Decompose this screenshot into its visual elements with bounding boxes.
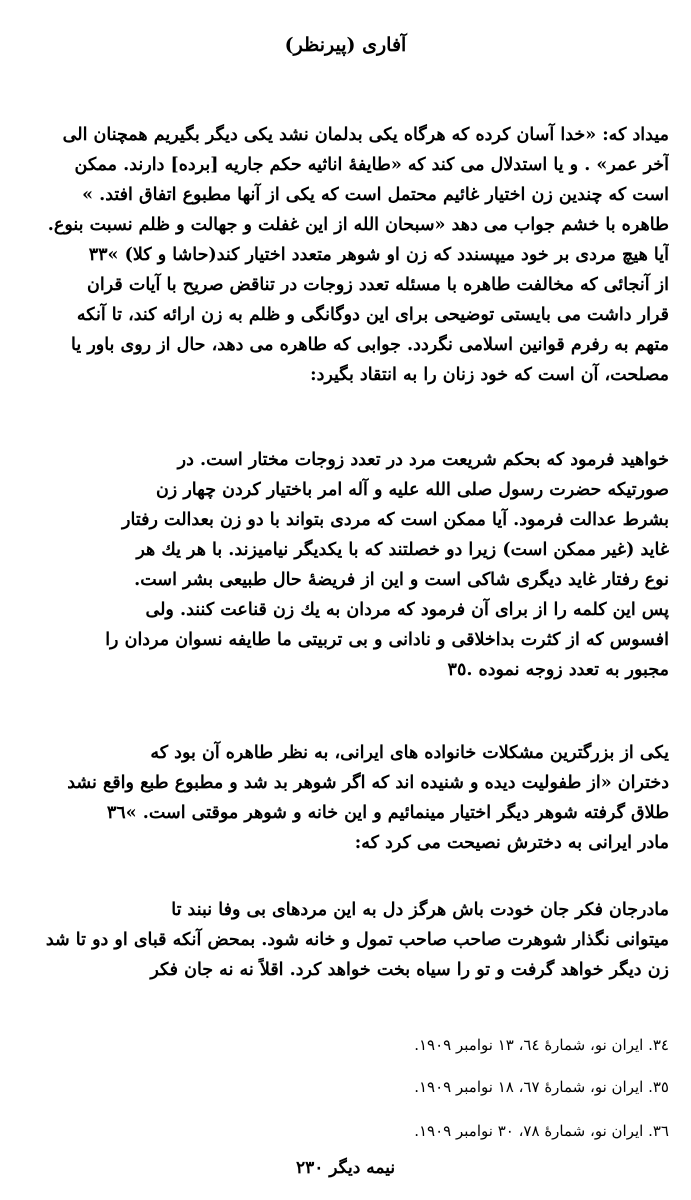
text-line: است که چندین زن اختیار غائیم محتمل است که یکی از آنها مطبوع اتفاق افتد. »: [82, 185, 669, 205]
text-line: مادر ایرانی به دخترش نصیحت می کرد که:: [354, 833, 669, 853]
text-line: نوع رفتار غاید دیگری شاکی است و این از فریضهٔ حال طبیعی بشر است.: [134, 570, 669, 590]
paragraph-1: [24, 120, 669, 390]
text-line: قرار داشت می بایستی توضیحی برای این دوگانگی و ظلم به زن ارائه کند، تا آنکه: [76, 305, 669, 325]
text-line: خواهید فرمود که بحکم شریعت مرد در تعدد زوجات مختار است. در: [177, 450, 669, 470]
text-line: زن دیگر خواهد گرفت و تو را سیاه بخت خواهد کرد. اقلاً نه نه جان فکر: [150, 960, 669, 980]
text-line: دختران «از طفولیت دیده و شنیده اند که اگر شوهر بد شد و مطبوع طبع واقع نشد: [67, 773, 669, 793]
text-line: مصلحت، آن است که خود زنان را به انتقاد بگیرد:: [310, 365, 669, 385]
text-line: افسوس که از کثرت بداخلاقی و نادانی و بی تربیتی ما طایفه نسوان مردان را: [105, 630, 669, 650]
paragraph-2: [24, 738, 669, 858]
text-line: متهم به رفرم قوانین اسلامی نگردد. جوابی که طاهره می دهد، حال از روی باور یا: [71, 335, 669, 355]
text-line: از آنجائی که مخالفت طاهره با مسئله تعدد زوجات در تناقض صریح با آیات قران: [87, 275, 669, 295]
text-line: میتوانی نگذار شوهرت صاحب صاحب تمول و خانه شود. بمحض آنکه قبای او دو تا شد: [45, 930, 669, 950]
quote-paragraph-2: [24, 895, 669, 985]
page-title: آفاری (پیرنظر): [284, 34, 407, 56]
quote-paragraph-1: [24, 445, 669, 685]
page-footer: نیمه دیگر ٢٣٠: [295, 1158, 396, 1178]
text-line: آخر عمر» . و یا استدلال می کند که «طایفهٔ اناثیه حکم جاریه [برده] دارند. ممکن: [74, 155, 669, 175]
text-line: بشرط عدالت فرمود. آیا ممکن است که مردی بتواند با دو زن بعدالت رفتار: [122, 510, 669, 530]
text-line: آیا هیچ مردی بر خود میپسندد که زن او شوهر متعدد اختیار کند(حاشا و کلا) »٣٣: [88, 245, 669, 265]
text-line: میداد که: «خدا آسان کرده که هرگاه یکی بدلمان نشد یکی دیگر بگیریم همچنان الی: [62, 125, 669, 145]
text-line: مادرجان فکر جان خودت باش هرگز دل به این مردهای بی وفا نبند تا: [171, 900, 669, 920]
text-line: یکی از بزرگترین مشکلات خانواده های ایرانی، به نظر طاهره آن بود که: [150, 743, 669, 763]
footnote-35: ٣٥. ایران نو، شمارهٔ ٦٧، ١٨ نوامبر ١٩٠٩.: [414, 1078, 669, 1096]
footnote-34: ٣٤. ایران نو، شمارهٔ ٦٤، ١٣ نوامبر ١٩٠٩.: [414, 1036, 669, 1054]
text-line: طلاق گرفته شوهر دیگر اختیار مینمائیم و این خانه و شوهر موقتی است. »٣٦: [106, 803, 669, 823]
text-line: پس این کلمه را از برای آن فرمود که مردان به یك زن قناعت کنند. ولی: [145, 600, 669, 620]
text-line: طاهره با خشم جواب می دهد «سبحان الله از این غفلت و جهالت و ظلم نسبت بنوع.: [47, 215, 669, 235]
text-line: غاید (غیر ممکن است) زیرا دو خصلتند که با یکدیگر نیامیزند. با هر یك هر: [136, 540, 669, 560]
text-line: صورتیکه حضرت رسول صلی الله علیه و آله امر باختیار کردن چهار زن: [155, 480, 669, 500]
text-line: مجبور به تعدد زوجه نموده .٣٥: [447, 660, 669, 680]
footnote-36: ٣٦. ایران نو، شمارهٔ ٧٨، ٣٠ نوامبر ١٩٠٩.: [414, 1122, 669, 1140]
